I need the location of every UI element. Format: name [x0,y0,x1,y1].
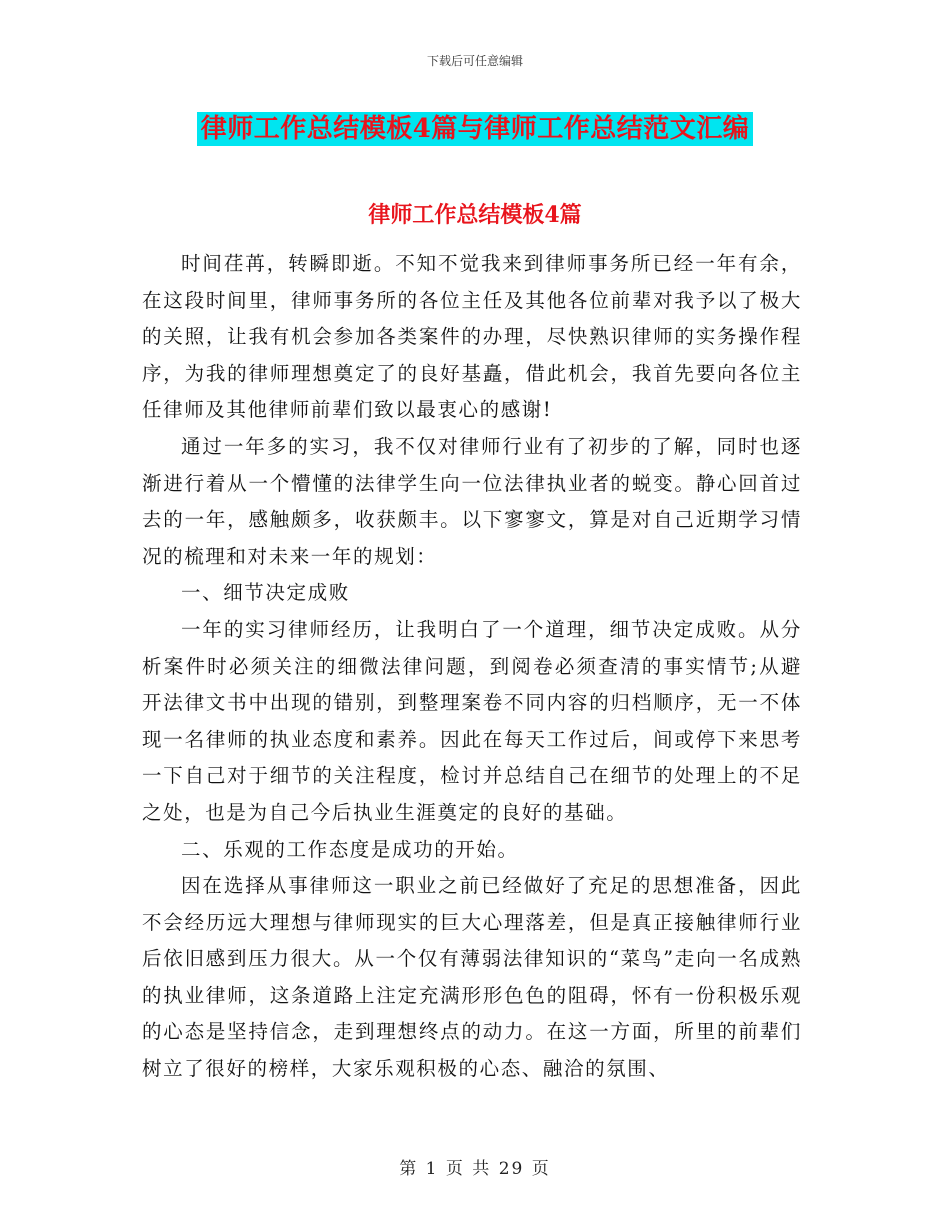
main-title-container [0,112,950,146]
page-number: 第 1 页 共 29 页 [399,1159,551,1179]
main-title: 律师工作总结模板4篇与律师工作总结范文汇编 [197,112,754,146]
document-body [142,246,802,1088]
paragraph: 时间荏苒，转瞬即逝。不知不觉我来到律师事务所已经一年有余，在这段时间里，律师事务所的各位主任及其他各位前辈对我予以了极大的关照，让我有机会参加各类案件的办理，尽快熟识律师的实务操作程序，为我的律师理想奠定了的良好基矗，借此机会，我首先要向各位主任律师及其他律师前辈们致以最衷心的感谢! [142,252,802,422]
section-heading: 一、细节决定成败 [181,581,350,605]
paragraph: 通过一年多的实习，我不仅对律师行业有了初步的了解，同时也逐渐进行着从一个懵懂的法律学生向一位法律执业者的蜕变。静心回首过去的一年，感触颇多，收获颇丰。以下寥寥文，算是对自己近期学习情况的梳理和对未来一年的规划： [142,434,802,568]
header-note: 下载后可任意编辑 [426,54,523,68]
paragraph: 一年的实习律师经历，让我明白了一个道理，细节决定成败。从分析案件时必须关注的细微法律问题，到阅卷必须查清的事实情节;从避开法律文书中出现的错别，到整理案卷不同内容的归档顺序，无一不体现一名律师的执业态度和素养。因此在每天工作过后，间或停下来思考一下自己对于细节的关注程度，检讨并总结自己在细节的处理上的不足之处，也是为自己今后执业生涯奠定的良好的基础。 [142,617,802,824]
section-heading: 二、乐观的工作态度是成功的开始。 [181,837,519,861]
paragraph: 因在选择从事律师这一职业之前已经做好了充足的思想准备，因此不会经历远大理想与律师现实的巨大心理落差，但是真正接触律师行业后依旧感到压力很大。从一个仅有薄弱法律知识的“菜鸟”走向一名成熟的执业律师，这条道路上注定充满形形色色的阻碍，怀有一份积极乐观的心态是坚持信念，走到理想终点的动力。在这一方面，所里的前辈们树立了很好的榜样，大家乐观积极的心态、融洽的氛围、 [142,874,802,1081]
section-title: 律师工作总结模板4篇 [368,202,582,228]
